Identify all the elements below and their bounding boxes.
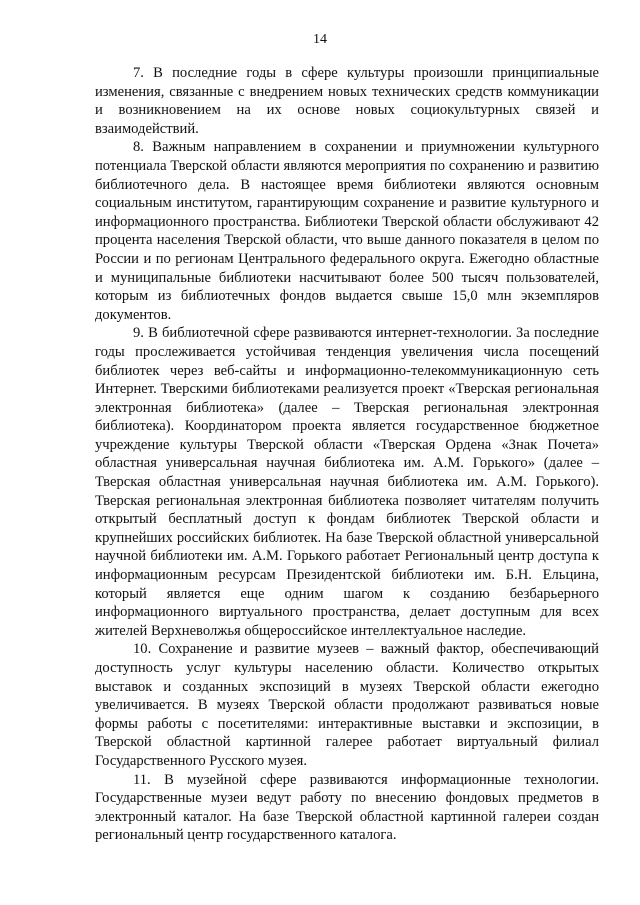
paragraph-10: 10. Сохранение и развитие музеев – важный фактор, обеспечивающий доступность услуг культуры населению области. Количество открытых выставок и созданных экспозиций в музеях Тверской области ежегодно увеличивается. В музеях Тверской области продолжают развиваться новые формы работы с посетителями: интерактивные выставки и экспозиции, в Тверской областной картинной галерее работает виртуальный филиал Государственного Русского музея. <box>95 641 599 769</box>
paragraph-7: 7. В последние годы в сфере культуры произошли принципиальные изменения, связанные с внедрением новых технических средств коммуникации и возникновением на их основе новых социокультурных связей и взаимодействий. <box>95 65 599 137</box>
paragraph-11: 11. В музейной сфере развиваются информационные технологии. Государственные музеи ведут работу по внесению фондовых предметов в электронный каталог. На базе Тверской областной картинной галереи создан региональный центр государственного каталога. <box>95 771 599 844</box>
document-body <box>95 64 599 845</box>
page-number: 14 <box>313 32 327 47</box>
paragraph-8: 8. Важным направлением в сохранении и приумножении культурного потенциала Тверской области являются мероприятия по сохранению и развитию библиотечного дела. В настоящее время библиотеки являются основным социальным институтом, гарантирующим сохранение и развитие культурного и информационного пространства. Библиотеки Тверской области обслуживают 42 процента населения Тверской области, что выше данного показателя в целом по России и по регионам Центрального федерального округа. Ежегодно областные и муниципальные библиотеки насчитывают более 500 тысяч пользователей, которым из библиотечных фондов выдается свыше 15,0 млн экземпляров документов. <box>95 139 599 323</box>
paragraph-9: 9. В библиотечной сфере развиваются интернет-технологии. За последние годы прослеживается устойчивая тенденция увеличения числа посещений библиотек через веб-сайты и информационно-телекоммуникационную сеть Интернет. Тверскими библиотеками реализуется проект «Тверская региональная электронная библиотека» (далее – Тверская региональная электронная библиотека). Координатором проекта является государственное бюджетное учреждение культуры Тверской области «Тверская Ордена «Знак Почета» областная универсальная научная библиотека им. А.М. Горького» (далее – Тверская областная универсальная научная библиотека им. А.М. Горького). Тверская региональная электронная библиотека позволяет читателям получить открытый бесплатный доступ к фондам библиотек Тверской области и крупнейших российских библиотек. На базе Тверской областной универсальной научной библиотеки им. А.М. Горького работает Региональный центр доступа к информационным ресурсам Президентской библиотеки им. Б.Н. Ельцина, который является еще одним шагом к созданию безбарьерного информационного виртуального пространства, делает доступным для всех жителей Верхневолжья общероссийское интеллектуальное наследие. <box>95 325 599 639</box>
